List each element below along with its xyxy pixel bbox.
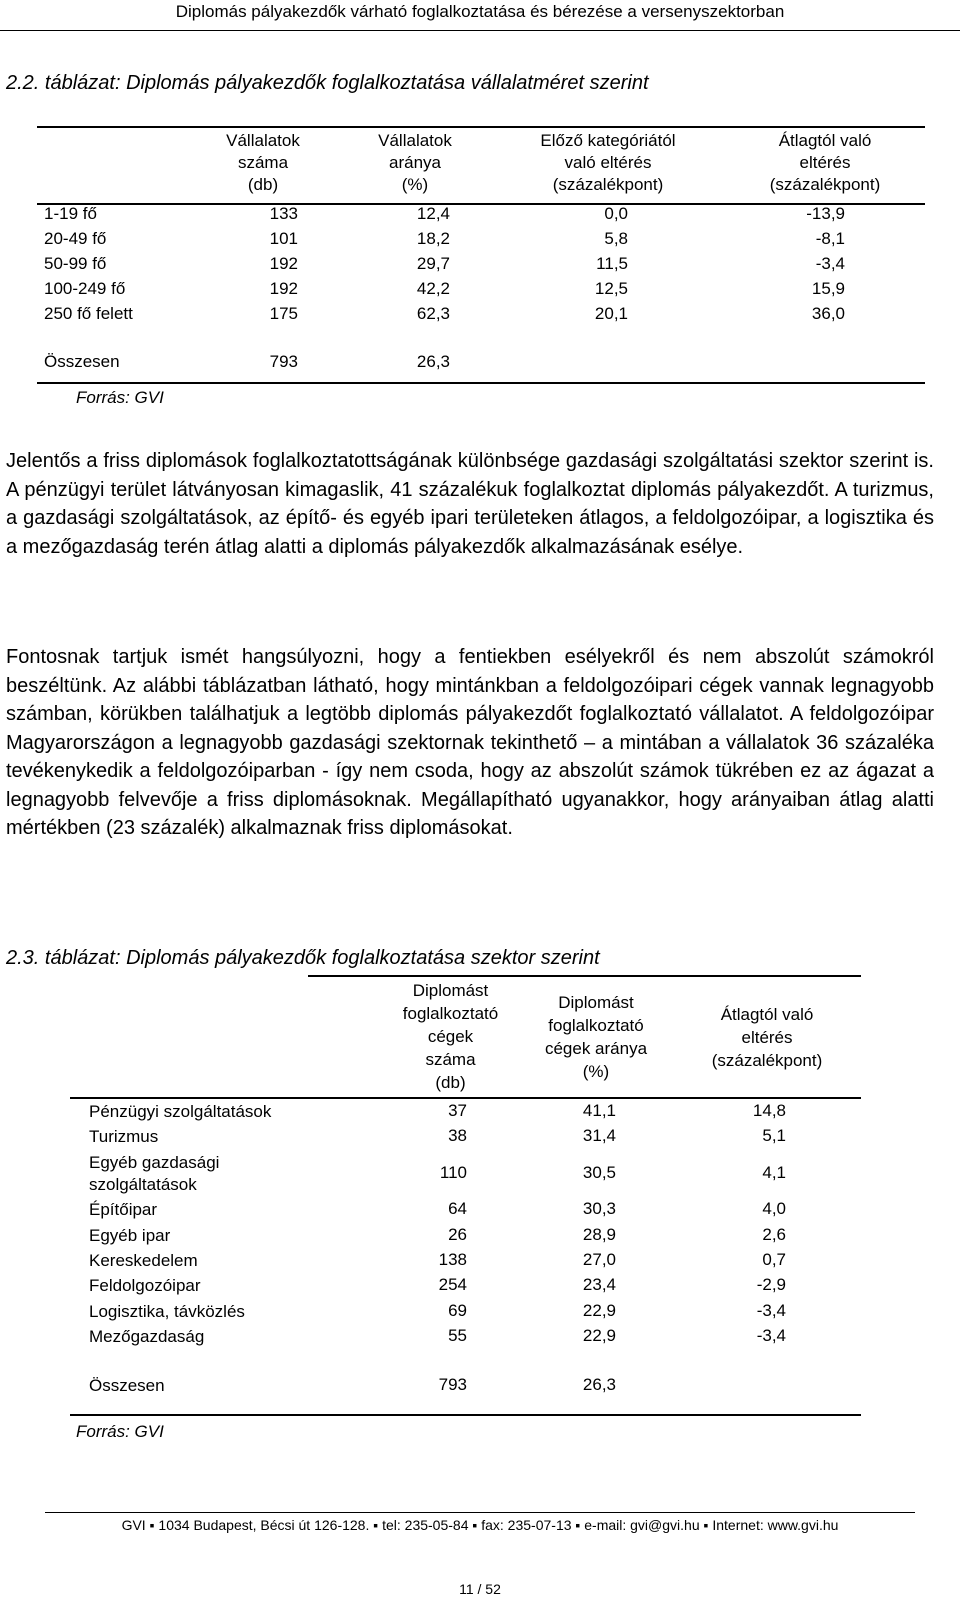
footer-contact: GVI ▪ 1034 Budapest, Bécsi út 126-128. ▪ tel: 235-05-84 ▪ fax: 235-07-13 ▪ e-mail: gvi@gvi.hu ▪ Internet: www.gvi.hu [121, 1517, 839, 1533]
table1-header-count: Vállalatok száma (db) [226, 131, 300, 194]
table2-bottom-rule [70, 1414, 861, 1416]
table2-header-avg-diff: Átlagtól való eltérés (százalékpont) [711, 1005, 823, 1070]
table1-bottom-rule [37, 382, 925, 384]
table-row: 20-49 fő 101 18,2 5,8 -8,1 [44, 229, 845, 248]
body-paragraph: Jelentős a friss diplomások foglalkoztatottságának különbsége gazdasági szolgáltatási szektor szerint is. A pénzügyi terület látványosan kimagaslik, 41 százalékuk foglalkoztat diplomás pályakezdőt. A turizmus, a gazdasági szolgáltatások, az építő- és egyéb ipari területeken átlagos, a feldolgozóipar, a logisztika és a mezőgazdaság terén átlag alatti a diplomás pályakezdők alkalmazásának esélye. [6, 450, 934, 558]
table2-top-rule [308, 975, 861, 977]
table2-caption: 2.3. táblázat: Diplomás pályakezdők foglalkoztatása szektor szerint [6, 947, 600, 969]
table1-total-row: Összesen 793 26,3 [44, 352, 450, 371]
header-divider [0, 30, 960, 31]
table2-header-count: Diplomást foglalkoztató cégek száma (db) [402, 981, 499, 1092]
table-row: 1-19 fő 133 12,4 0,0 -13,9 [44, 204, 845, 223]
table1-header-prev-diff: Előző kategóriától való eltérés (százalékpont) [540, 131, 676, 194]
table2-header-rule [70, 1097, 861, 1099]
table-row: 100-249 fő 192 42,2 12,5 15,9 [44, 279, 845, 298]
footer-divider [45, 1512, 915, 1513]
running-header: Diplomás pályakezdők várható foglalkoztatása és bérezése a versenyszektorban [175, 2, 785, 21]
body-paragraph: Fontosnak tartjuk ismét hangsúlyozni, hogy a fentiekben esélyekről és nem abszolút számokról beszéltünk. Az alábbi táblázatban látható, hogy mintánkban a feldolgozóipari cégek vannak legnagyobb számban, körükben találhatjuk a legtöbb diplomás pályakezdőt foglalkoztató vállalatot. A feldolgozóipar Magyarországon a legnagyobb gazdasági szektornak tekinthető – a mintában a vállalatok 36 százaléka tevékenykedik a feldolgozóiparban - így nem csoda, hogy az abszolút számok tükrében ez az ágazat a legnagyobb felvevője a friss diplomásoknak. Megállapítható ugyanakkor, hogy arányaiban átlag alatti mértékben (23 százalék) alkalmaznak friss diplomásokat. [6, 646, 934, 839]
table1-header-share: Vállalatok aránya (%) [378, 131, 452, 194]
table1-header-avg-diff: Átlagtól való eltérés (százalékpont) [769, 131, 881, 194]
page-number: 11 / 52 [459, 1581, 501, 1597]
table1-caption: 2.2. táblázat: Diplomás pályakezdők foglalkoztatása vállalatméret szerint [6, 72, 649, 94]
table-row: 50-99 fő 192 29,7 11,5 -3,4 [44, 254, 845, 273]
table2-source: Forrás: GVI [76, 1422, 164, 1441]
table1-top-rule [37, 126, 925, 128]
table2-header-share: Diplomást foglalkoztató cégek aránya (%) [544, 993, 648, 1081]
table1-source: Forrás: GVI [76, 388, 164, 407]
table-row: 250 fő felett 175 62,3 20,1 36,0 [44, 304, 845, 323]
